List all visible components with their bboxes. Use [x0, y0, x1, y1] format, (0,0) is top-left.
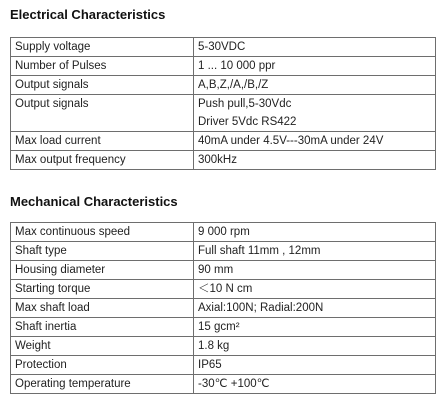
- table-row: [11, 151, 436, 170]
- spec-value: 300kHz: [194, 151, 436, 170]
- spec-label: Shaft type: [11, 242, 194, 261]
- spec-value: 15 gcm²: [194, 318, 436, 337]
- mechanical-characteristics-title: Mechanical Characteristics: [10, 194, 178, 209]
- table-row: [11, 337, 436, 356]
- electrical-characteristics-title: Electrical Characteristics: [10, 7, 166, 22]
- table-row: [11, 38, 436, 57]
- spec-value: 40mA under 4.5V---30mA under 24V: [194, 132, 436, 151]
- table-row: [11, 223, 436, 242]
- spec-value-line-2: Driver 5Vdc RS422: [198, 116, 297, 128]
- table-row: [11, 356, 436, 375]
- spec-value: Axial:100N; Radial:200N: [194, 299, 436, 318]
- spec-label: Protection: [11, 356, 194, 375]
- spec-label: Shaft inertia: [11, 318, 194, 337]
- spec-label: Operating temperature: [11, 375, 194, 394]
- mechanical-characteristics-table: [10, 222, 436, 394]
- spec-value: 1.8 kg: [194, 337, 436, 356]
- spec-label: Housing diameter: [11, 261, 194, 280]
- table-row: [11, 299, 436, 318]
- spec-value: 1 ... 10 000 ppr: [194, 57, 436, 76]
- spec-value-line-1: Push pull,5-30Vdc: [198, 98, 292, 110]
- spec-label: Number of Pulses: [11, 57, 194, 76]
- spec-label: Output signals: [11, 95, 194, 132]
- spec-value: ＜10 N cm: [194, 280, 436, 299]
- table-row: [11, 57, 436, 76]
- spec-value: 90 mm: [194, 261, 436, 280]
- spec-value: A,B,Z,/A,/B,/Z: [194, 76, 436, 95]
- spec-value-multiline: [194, 95, 436, 132]
- table-row: [11, 375, 436, 394]
- table-row: [11, 242, 436, 261]
- spec-label: Max shaft load: [11, 299, 194, 318]
- table-row: [11, 280, 436, 299]
- table-row: [11, 76, 436, 95]
- spec-label: Output signals: [11, 76, 194, 95]
- table-row: [11, 261, 436, 280]
- spec-value: -30℃ +100℃: [194, 375, 436, 394]
- spec-value: 5-30VDC: [194, 38, 436, 57]
- table-row: [11, 95, 436, 132]
- table-row: [11, 318, 436, 337]
- table-row: [11, 132, 436, 151]
- spec-label: Weight: [11, 337, 194, 356]
- spec-value: IP65: [194, 356, 436, 375]
- spec-label: Max output frequency: [11, 151, 194, 170]
- spec-label: Max continuous speed: [11, 223, 194, 242]
- spec-label: Supply voltage: [11, 38, 194, 57]
- spec-value: Full shaft 11mm , 12mm: [194, 242, 436, 261]
- spec-label: Starting torque: [11, 280, 194, 299]
- electrical-characteristics-table: [10, 37, 436, 170]
- spec-label: Max load current: [11, 132, 194, 151]
- spec-value: 9 000 rpm: [194, 223, 436, 242]
